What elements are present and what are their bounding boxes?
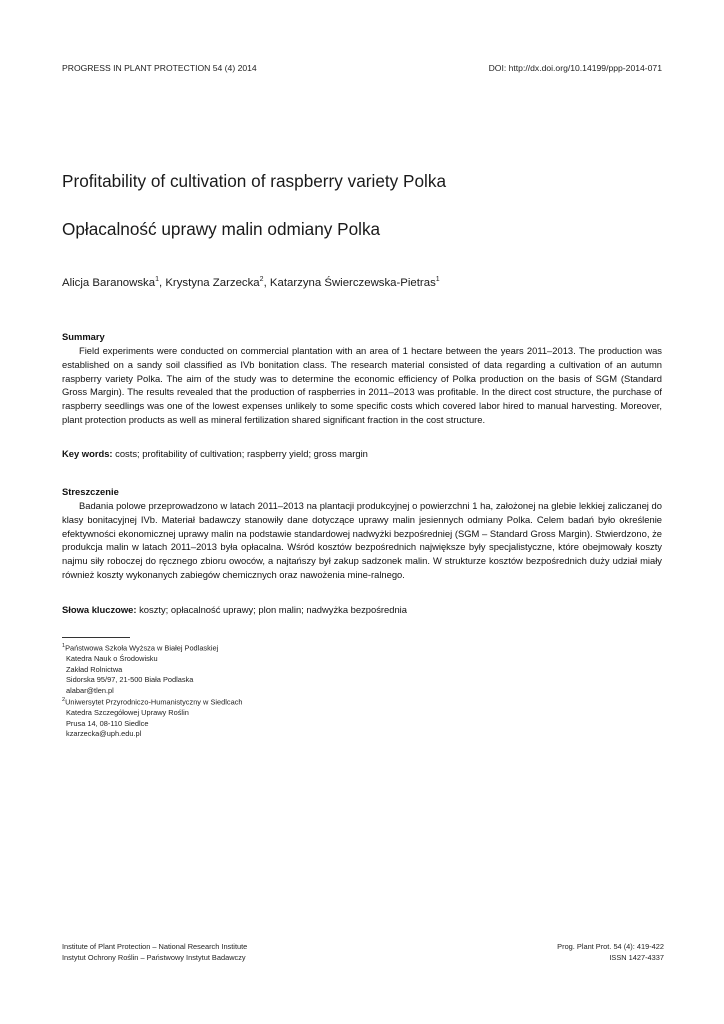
footnote-line: Uniwersytet Przyrodniczo-Humanistyczny w Siedlcach: [65, 697, 243, 707]
author-name: Krystyna Zarzecka: [165, 276, 260, 289]
streszczenie-heading: Streszczenie: [62, 486, 119, 497]
footer-issn: ISSN 1427-4337: [609, 953, 664, 962]
footnote-line: Sidorska 95/97, 21-500 Biała Podlaska: [66, 675, 194, 685]
footer-citation: [557, 941, 664, 963]
keywords-label: Key words:: [62, 448, 113, 459]
footnote-line: Państwowa Szkoła Wyższa w Białej Podlaskiej: [65, 643, 219, 653]
footnote-affiliation-2: [62, 695, 243, 740]
journal-running-head: PROGRESS IN PLANT PROTECTION 54 (4) 2014: [62, 63, 257, 73]
summary-heading: Summary: [62, 331, 105, 342]
author-separator: ,: [158, 276, 166, 289]
author-name: Katarzyna Świerczewska-Pietras: [269, 276, 436, 289]
footnote-separator: [62, 637, 130, 638]
author-affiliation-mark: 1: [435, 276, 440, 283]
author-list: [62, 276, 440, 289]
summary-abstract: [62, 344, 662, 427]
footnote-line: Zakład Rolnictwa: [66, 664, 123, 674]
footnote-number: 1: [62, 643, 66, 649]
footer-institute-en: Institute of Plant Protection – National Research Institute: [62, 942, 248, 951]
footnote-number: 2: [62, 697, 66, 703]
footer-citation-ref: Prog. Plant Prot. 54 (4): 419-422: [557, 942, 664, 951]
title-polish: Opłacalność uprawy malin odmiany Polka: [62, 219, 381, 239]
author-affiliation-mark: 2: [259, 276, 264, 283]
slowa-kluczowe-text: koszty; opłacalność uprawy; plon malin; nadwyżka bezpośrednia: [139, 604, 407, 615]
slowa-kluczowe-label: Słowa kluczowe:: [62, 604, 137, 615]
author-separator: ,: [263, 276, 270, 289]
summary-text: Field experiments were conducted on commercial plantation with an area of 1 hectare between the years 2011–2013. The production was established on a sandy soil classified as IVb bonitation class. The research material consisted of data regarding a cultivation of an autumn raspberry variety Polka. The aim of the study was to determine the economic efficiency of Polka production on the basis of SGM (Standard Gross Margin). The results revealed that the production of raspberries in 2011–2013 was profitable. In the direct cost structure, the purchase of raspberry seedlings was one of the lowest expenses unlikely to some specific costs which covered labor hired to manual harvesting. Moreover, plant protection products as well as mineral fertilization shared significant fraction in the cost structure.: [62, 345, 662, 425]
footnote-line: Katedra Szczegółowej Uprawy Roślin: [66, 708, 189, 718]
streszczenie-abstract: [62, 499, 662, 582]
doi-running-head: DOI: http://dx.doi.org/10.14199/ppp-2014-071: [488, 63, 662, 73]
footer-institute-pl: Instytut Ochrony Roślin – Państwowy Instytut Badawczy: [62, 953, 246, 962]
footnote-email: kzarzecka@uph.edu.pl: [66, 729, 142, 739]
footer-institute: [62, 941, 247, 963]
title-english: Profitability of cultivation of raspberry variety Polka: [62, 171, 447, 191]
streszczenie-keywords: [62, 604, 662, 615]
footnote-line: Prusa 14, 08-110 Siedlce: [66, 718, 149, 728]
footnote-line: Katedra Nauk o Środowisku: [66, 654, 158, 664]
keywords-text: costs; profitability of cultivation; raspberry yield; gross margin: [115, 448, 368, 459]
summary-keywords: [62, 448, 662, 459]
footnote-affiliation-1: [62, 641, 218, 696]
streszczenie-text: Badania polowe przeprowadzono w latach 2011–2013 na plantacji produkcyjnej o powierzchni 1 ha, założonej na glebie lekkiej zaliczanej do klasy bonitacyjnej IVb. Materiał badawczy stanowiły dane dotyczące uprawy malin jesiennych odmiany Polka. Celem badań było określenie efektywności ekonomicznej uprawy malin na podstawie standardowej nadwyżki bezpośredniej (SGM – Standard Gross Margin). Stwierdzono, że produkcja malin w latach 2011–2013 była opłacalna. Wśród kosztów bezpośrednich największe były specjalistyczne, które obejmowały koszty najmu siły roboczej do ręcznego zbioru owoców, a najtańszy był zakup sadzonek malin. W strukturze kosztów bezpośrednich duży udział miały również koszty wykonanych zabiegów chemicznych oraz nawożenia mine-ralnego.: [62, 500, 662, 580]
footnote-email: alabar@tlen.pl: [66, 685, 114, 695]
author-name: Alicja Baranowska: [62, 276, 156, 289]
author-affiliation-mark: 1: [155, 276, 159, 283]
